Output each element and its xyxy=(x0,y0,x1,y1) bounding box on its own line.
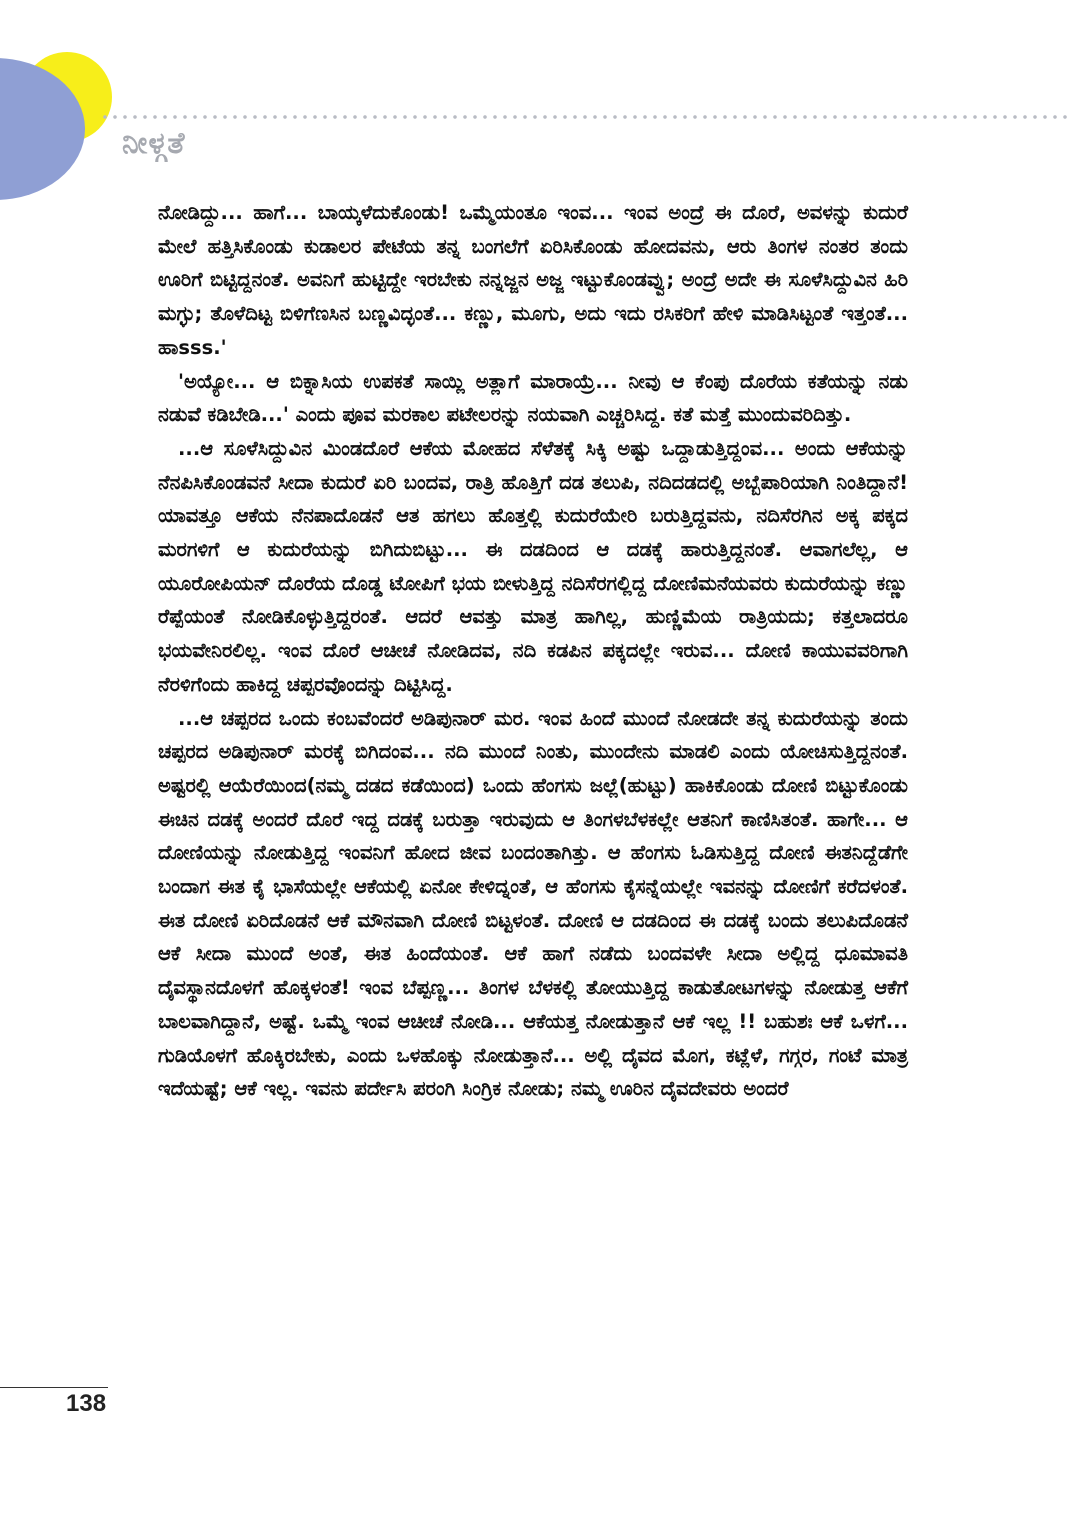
paragraph: ನೋಡಿದ್ದು... ಹಾಗೆ... ಬಾಯ್ಕಳೆದುಕೊಂಡು! ಒಮ್ಮೆಯಂತೂ ಇಂವ... ಇಂವ ಅಂದ್ರೆ ಈ ದೊರೆ, ಅವಳನ್ನು ಕುದುರೆ ಮೇಲೆ ಹತ್ತಿಸಿಕೊಂಡು ಕುಡಾಲರ ಪೇಟೆಯ ತನ್ನ ಬಂಗಲೆಗೆ ಏರಿಸಿಕೊಂಡು ಹೋದವನು, ಆರು ತಿಂಗಳ ನಂತರ ತಂದು ಊರಿಗೆ ಬಿಟ್ಟಿದ್ದನಂತೆ. ಅವನಿಗೆ ಹುಟ್ಟಿದ್ದೇ ಇರಬೇಕು ನನ್ನಜ್ಜನ ಅಜ್ಜ ಇಟ್ಟುಕೊಂಡವ್ವು; ಅಂದ್ರೆ ಅದೇ ಈ ಸೂಳೆಸಿದ್ದುವಿನ ಹಿರಿ ಮಗ್ಳು; ತೊಳೆದಿಟ್ಟ ಬಿಳಿಗೆಣಸಿನ ಬಣ್ಣವಿದ್ಳಂತೆ... ಕಣ್ಣು, ಮೂಗು, ಅದು ಇದು ರಸಿಕರಿಗೆ ಹೇಳಿ ಮಾಡಿಸಿಟ್ಟಂತೆ ಇತ್ತಂತೆ... ಹಾsss.' xyxy=(158,201,908,359)
footer-rule xyxy=(0,1387,108,1388)
section-title: ನೀಳ್ಗತೆ xyxy=(122,126,186,161)
page-number: 138 xyxy=(66,1390,107,1417)
paragraph: 'ಅಯ್ಯೋ... ಆ ಬಿಕ್ನಾಸಿಯ ಉಪಕತೆ ಸಾಯ್ಲಿ ಅತ್ಲಾಗೆ ಮಾರಾಯ್ರೆ... ನೀವು ಆ ಕೆಂಪು ದೊರೆಯ ಕತೆಯನ್ನು ನಡು ನಡುವೆ ಕಡಿಬೇಡಿ...' ಎಂದು ಪೂವ ಮರಕಾಲ ಪಟೇಲರನ್ನು ನಯವಾಗಿ ಎಚ್ಚರಿಸಿದ್ದ. ಕತೆ ಮತ್ತೆ ಮುಂದುವರಿದಿತ್ತು. xyxy=(158,369,908,427)
paragraph: ...ಆ ಸೂಳೆಸಿದ್ದುವಿನ ಮಿಂಡದೊರೆ ಆಕೆಯ ಮೋಹದ ಸೆಳೆತಕ್ಕೆ ಸಿಕ್ಕಿ ಅಷ್ಟು ಒದ್ದಾಡುತ್ತಿದ್ದಂವ... ಅಂದು ಆಕೆಯನ್ನು ನೆನಪಿಸಿಕೊಂಡವನೆ ಸೀದಾ ಕುದುರೆ ಏರಿ ಬಂದವ, ರಾತ್ರಿ ಹೊತ್ತಿಗೆ ದಡ ತಲುಪಿ, ನದಿದಡದಲ್ಲಿ ಅಬ್ಬೆಪಾರಿಯಾಗಿ ನಿಂತಿದ್ದಾನೆ! ಯಾವತ್ತೂ ಆಕೆಯ ನೆನಪಾದೊಡನೆ ಆತ ಹಗಲು ಹೊತ್ತಲ್ಲಿ ಕುದುರೆಯೇರಿ ಬರುತ್ತಿದ್ದವನು, ನದಿಸೆರಗಿನ ಅಕ್ಕ ಪಕ್ಕದ ಮರಗಳಿಗೆ ಆ ಕುದುರೆಯನ್ನು ಬಿಗಿದುಬಿಟ್ಟು... ಈ ದಡದಿಂದ ಆ ದಡಕ್ಕೆ ಹಾರುತ್ತಿದ್ದನಂತೆ. ಆವಾಗಲೆಲ್ಲ, ಆ ಯೂರೋಪಿಯನ್ ದೊರೆಯ ದೊಡ್ಡ ಟೋಪಿಗೆ ಭಯ ಬೀಳುತ್ತಿದ್ದ ನದಿಸೆರಗಲ್ಲಿದ್ದ ದೋಣಿಮನೆಯವರು ಕುದುರೆಯನ್ನು ಕಣ್ಣು ರೆಪ್ಪೆಯಂತೆ ನೋಡಿಕೊಳ್ಳುತ್ತಿದ್ದರಂತೆ. ಆದರೆ ಆವತ್ತು ಮಾತ್ರ ಹಾಗಿಲ್ಲ, ಹುಣ್ಣಿಮೆಯ ರಾತ್ರಿಯದು; ಕತ್ತಲಾದರೂ ಭಯವೇನಿರಲಿಲ್ಲ. ಇಂವ ದೊರೆ ಆಚೀಚೆ ನೋಡಿದವ, ನದಿ ಕಡಪಿನ ಪಕ್ಕದಲ್ಲೇ ಇರುವ... ದೋಣಿ ಕಾಯುವವರಿಗಾಗಿ ನೆರಳಿಗೆಂದು ಹಾಕಿದ್ದ ಚಪ್ಪರವೊಂದನ್ನು ದಿಟ್ಟಿಸಿದ್ದ. xyxy=(158,436,908,696)
dotted-header-rule xyxy=(100,114,1072,120)
paragraph: ...ಆ ಚಪ್ಪರದ ಒಂದು ಕಂಬವೆಂದರೆ ಅಡಿಪುನಾರ್ ಮರ. ಇಂವ ಹಿಂದೆ ಮುಂದೆ ನೋಡದೇ ತನ್ನ ಕುದುರೆಯನ್ನು ತಂದು ಚಪ್ಪರದ ಅಡಿಪುನಾರ್ ಮರಕ್ಕೆ ಬಿಗಿದಂವ... ನದಿ ಮುಂದೆ ನಿಂತು, ಮುಂದೇನು ಮಾಡಲಿ ಎಂದು ಯೋಚಿಸುತ್ತಿದ್ದನಂತೆ. ಅಷ್ಟರಲ್ಲಿ ಆಯೆರೆಯಿಂದ(ನಮ್ಮ ದಡದ ಕಡೆಯಿಂದ) ಒಂದು ಹೆಂಗಸು ಜಲ್ಲೆ(ಹುಟ್ಟು) ಹಾಕಿಕೊಂಡು ದೋಣಿ ಬಿಟ್ಟುಕೊಂಡು ಈಚಿನ ದಡಕ್ಕೆ ಅಂದರೆ ದೊರೆ ಇದ್ದ ದಡಕ್ಕೆ ಬರುತ್ತಾ ಇರುವುದು ಆ ತಿಂಗಳಬೆಳಕಲ್ಲೇ ಆತನಿಗೆ ಕಾಣಿಸಿತಂತೆ. ಹಾಗೇ... ಆ ದೋಣಿಯನ್ನು ನೋಡುತ್ತಿದ್ದ ಇಂವನಿಗೆ ಹೋದ ಜೀವ ಬಂದಂತಾಗಿತ್ತು. ಆ ಹೆಂಗಸು ಓಡಿಸುತ್ತಿದ್ದ ದೋಣಿ ಈತನಿದ್ದೆಡೆಗೇ ಬಂದಾಗ ಈತ ಕೈ ಭಾಸೆಯಲ್ಲೇ ಆಕೆಯಲ್ಲಿ ಏನೋ ಕೇಳಿದ್ನಂತೆ, ಆ ಹೆಂಗಸು ಕೈಸನ್ನೆಯಲ್ಲೇ ಇವನನ್ನು ದೋಣಿಗೆ ಕರೆದಳಂತೆ. ಈತ ದೋಣಿ ಏರಿದೊಡನೆ ಆಕೆ ಮೌನವಾಗಿ ದೋಣಿ ಬಿಟ್ಟಳಂತೆ. ದೋಣಿ ಆ ದಡದಿಂದ ಈ ದಡಕ್ಕೆ ಬಂದು ತಲುಪಿದೊಡನೆ ಆಕೆ ಸೀದಾ ಮುಂದೆ ಅಂತೆ, ಈತ ಹಿಂದೆಯಂತೆ. ಆಕೆ ಹಾಗೆ ನಡೆದು ಬಂದವಳೇ ಸೀದಾ ಅಲ್ಲಿದ್ದ ಧೂಮಾವತಿ ದೈವಸ್ಥಾನದೊಳಗೆ ಹೊಕ್ಕಳಂತೆ! ಇಂವ ಬೆಪ್ಪಣ್ಣ... ತಿಂಗಳ ಬೆಳಕಲ್ಲಿ ತೋಯುತ್ತಿದ್ದ ಕಾಡುತೋಟಗಳನ್ನು ನೋಡುತ್ತ ಆಕೆಗೆ ಬಾಲವಾಗಿದ್ದಾನೆ, ಅಷ್ಟೆ. ಒಮ್ಮೆ ಇಂವ ಆಚೀಚೆ ನೋಡಿ... ಆಕೆಯತ್ತ ನೋಡುತ್ತಾನೆ ಆಕೆ ಇಲ್ಲ !! ಬಹುಶಃ ಆಕೆ ಒಳಗೆ... ಗುಡಿಯೊಳಗೆ ಹೊಕ್ಕಿರಬೇಕು, ಎಂದು ಒಳಹೊಕ್ಕು ನೋಡುತ್ತಾನೆ... ಅಲ್ಲಿ ದೈವದ ಮೊಗ, ಕಟ್ಲೆಳೆ, ಗಗ್ಗರ, ಗಂಟೆ ಮಾತ್ರ ಇದೆಯಷ್ಟೆ; ಆಕೆ ಇಲ್ಲ. ಇವನು ಪರ್ದೇಸಿ ಪರಂಗಿ ಸಿಂಗ್ರಿಕ ನೋಡು; ನಮ್ಮ ಊರಿನ ದೈವದೇವರು ಅಂದರೆ xyxy=(158,706,908,1101)
article-body xyxy=(158,196,908,1106)
